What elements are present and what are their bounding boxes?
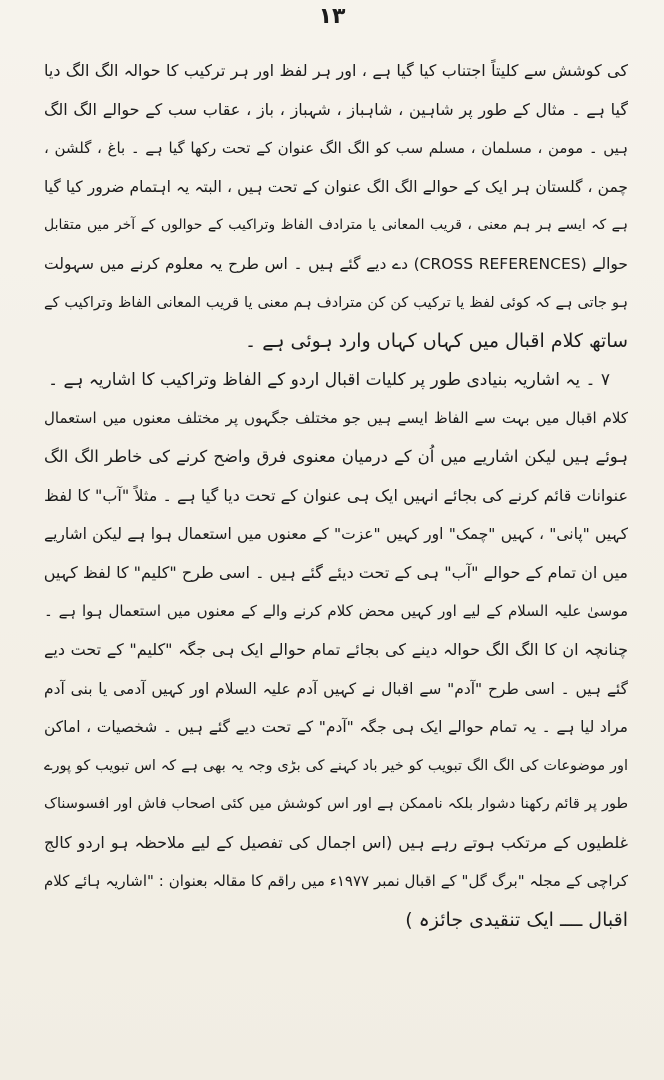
text-line: گیا ہے ۔ مثال کے طور پر شاہین ، شاہباز ، شہباز ، باز ، عقاب سب کے حوالے الگ الگ [44,99,628,119]
text-line: کلام اقبال میں بہت سے الفاظ ایسے ہیں جو مختلف جگہوں پر مختلف معنوں میں استعمال [44,409,628,428]
text-line: طور پر قائم رکھنا دشوار بلکہ ناممکن ہے اور اس کوشش میں کئی اصحاب فاش اور افسوسناک [44,796,628,813]
text-line: ہوئے ہیں لیکن اشاریے میں اُن کے درمیان معنوی فرق واضح کرنے کی خاطر الگ الگ [44,446,628,466]
text-line: ہیں ۔ مومن ، مسلمان ، مسلم سب کو الگ الگ عنوان کے تحت رکھا گیا ہے ۔ باغ ، گلشن ، [44,139,628,158]
text-line: چنانچہ ان کا الگ الگ حوالہ دینے کی بجائے تمام حوالے ایک ہی جگہ "کلیم" کے تحت دیے [44,639,628,659]
text-line: کراچی کے مجلہ "برگ گل" کے اقبال نمبر ۱۹۷۷ء میں راقم کا مقالہ بعنوان : "اشاریہ ہائے کلام [44,872,628,891]
text-line: اقبال ــــ ایک تنقیدی جائزہ ) [405,909,628,932]
text-line: میں ان تمام کے حوالے "آب" ہی کے تحت دیئے گئے ہیں ۔ اسی طرح "کلیم" کا لفظ کہیں [44,562,628,582]
text-line: عنوانات قائم کرنے کی بجائے انہیں ایک ہی عنوان کے تحت دیا گیا ہے ۔ مثلاً "آب" کا لفظ [44,485,628,505]
text-line: غلطیوں کے مرتکب ہوتے رہے ہیں (اس اجمال کی تفصیل کے لیے ملاحظہ ہو اردو کالج [44,832,628,852]
text-line: ۷ ۔ یہ اشاریہ بنیادی طور پر کلیات اقبال اردو کے الفاظ وتراکیب کا اشاریہ ہے ۔ [48,369,610,390]
text-line: ساتھ کلام اقبال میں کہاں کہاں وارد ہوئی ہے ۔ [245,330,628,353]
text-line: کہیں "پانی" ، کہیں "چمک" اور کہیں "عزت" کے معنوں میں استعمال ہوا ہے لیکن اشاریے [44,525,628,544]
text-line: حوالے (CROSS REFERENCES) دے دیے گئے ہیں ۔ اس طرح یہ معلوم کرنے میں سہولت [44,254,628,273]
text-line: اور موضوعات کی الگ الگ تبویب کو خیر باد کہنے کی بڑی وجہ یہ بھی ہے کہ اس تبویب کو پورے [44,757,628,774]
body-text [44,52,628,940]
text-line: چمن ، گلستان ہر ایک کے حوالے الگ الگ عنوان کے تحت ہیں ، البتہ یہ اہتمام ضرور کیا گیا [44,177,628,196]
text-line: کی کوشش سے کلیتاً اجتناب کیا گیا ہے ، اور ہر لفظ اور ہر ترکیب کا حوالہ الگ الگ دیا [44,61,628,80]
text-line: ہے کہ ایسے ہر ہم معنی ، قریب المعانی یا مترادف الفاظ وتراکیب کے حوالوں کے آخر میں متقابل [44,217,628,234]
text-line: ہو جاتی ہے کہ کوئی لفظ یا ترکیب کن کن مترادف ہم معنی یا قریب المعانی الفاظ وتراکیب کے [44,294,628,311]
text-line: مراد لیا ہے ۔ یہ تمام حوالے ایک ہی جگہ "آدم" کے تحت دیے گئے ہیں ۔ شخصیات ، اماکن [44,718,628,737]
text-line: گئے ہیں ۔ اسی طرح "آدم" سے اقبال نے کہیں آدم علیہ السلام اور کہیں آدمی یا بنی آدم [44,679,628,698]
text-line: موسیٰ علیہ السلام کے لیے اور کہیں محض کلام کرنے والے کے معنوں میں استعمال ہوا ہے ۔ [44,602,628,621]
page-number: ۱۳ [318,4,346,29]
